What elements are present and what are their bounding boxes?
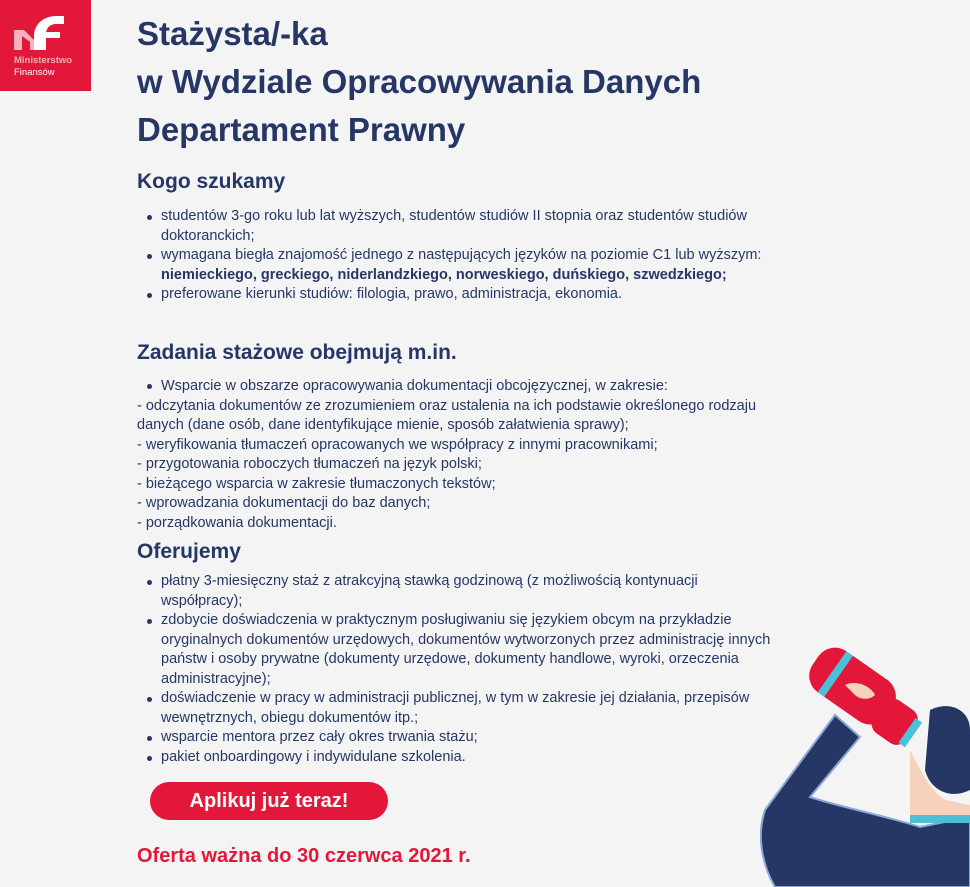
list-item [147, 285, 787, 305]
title-line: Stażysta/-ka [137, 15, 328, 52]
list-item: płatny 3-miesięczny staż z atrakcyjną stawką godzinową (z możliwością kontynuacji współpracy); [147, 572, 777, 611]
task-line: - porządkowania dokumentacji. [137, 514, 337, 531]
list-item: doświadczenie w pracy w administracji publicznej, w tym w zakresie jej działania, przepisów wewnętrznych, obiegu dokumentów itp.; [147, 689, 777, 728]
list-item: zdobycie doświadczenia w praktycznym posługiwaniu się językiem obcym na przykładzie oryginalnych dokumentów urzędowych, dokumentów wytworzonych przez administrację innych państw i osoby prywatne (dokumenty urzędowe, dokumenty handlowe, wyroki, orzeczenia administracyjne); [147, 611, 777, 689]
languages-text: niemieckiego, greckiego, niderlandzkiego, norweskiego, duńskiego, szwedzkiego; [161, 266, 727, 283]
section-heading-zadania: Zadania stażowe obejmują m.in. [137, 341, 457, 364]
apply-button[interactable]: Aplikuj już teraz! [150, 782, 388, 820]
section-heading-kogo: Kogo szukamy [137, 170, 286, 193]
title-line: Departament Prawny [137, 111, 466, 148]
page-title [137, 10, 701, 154]
mf-logo-icon [14, 14, 66, 52]
task-line: - wprowadzania dokumentacji do baz danych; [137, 495, 431, 511]
offer-validity: Oferta ważna do 30 czerwca 2021 r. [137, 845, 471, 867]
task-line: - weryfikowania tłumaczeń opracowanych we współpracy z innymi pracownikami; [137, 436, 658, 453]
section-heading-oferujemy: Oferujemy [137, 540, 241, 563]
list-item: pakiet onboardingowy i indywidulane szkolenia. [147, 748, 777, 768]
title-line: w Wydziale Opracowywania Danych [137, 63, 702, 100]
item-text: preferowane kierunki studiów: filologia, prawo, administracja, ekonomia. [161, 286, 623, 302]
intro-text: Wsparcie w obszarze opracowywania dokumentacji obcojęzycznej, w zakresie: [161, 378, 668, 394]
logo-line2: Finansów [14, 67, 55, 78]
ministry-logo [0, 0, 91, 91]
person-with-binoculars-illustration [760, 630, 970, 887]
item-text: wymagana biegła znajomość jednego z następujących języków na poziomie C1 lub wyższym: [161, 247, 762, 263]
list-item: wsparcie mentora przez cały okres trwania stażu; [147, 728, 777, 748]
list-item [147, 246, 787, 285]
task-line: - bieżącego wsparcia w zakresie tłumaczonych tekstów; [137, 475, 496, 492]
item-text: studentów 3-go roku lub lat wyższych, studentów studiów II stopnia oraz studentów studiów doktoranckich; [161, 208, 747, 244]
requirements-list [147, 207, 787, 305]
tasks-intro [137, 377, 797, 397]
offer-list [147, 572, 777, 767]
task-line: - przygotowania roboczych tłumaczeń na język polski; [137, 456, 482, 472]
list-item [147, 207, 787, 246]
logo-line1: Ministerstwo [14, 55, 73, 66]
tasks-block [137, 377, 797, 533]
bullet-icon [147, 384, 152, 389]
task-line: - odczytania dokumentów ze zrozumieniem oraz ustalenia na ich podstawie określonego rodzaju danych (dane osób, dane identyfikujące mienie, sposób załatwienia sprawy); [137, 397, 757, 433]
